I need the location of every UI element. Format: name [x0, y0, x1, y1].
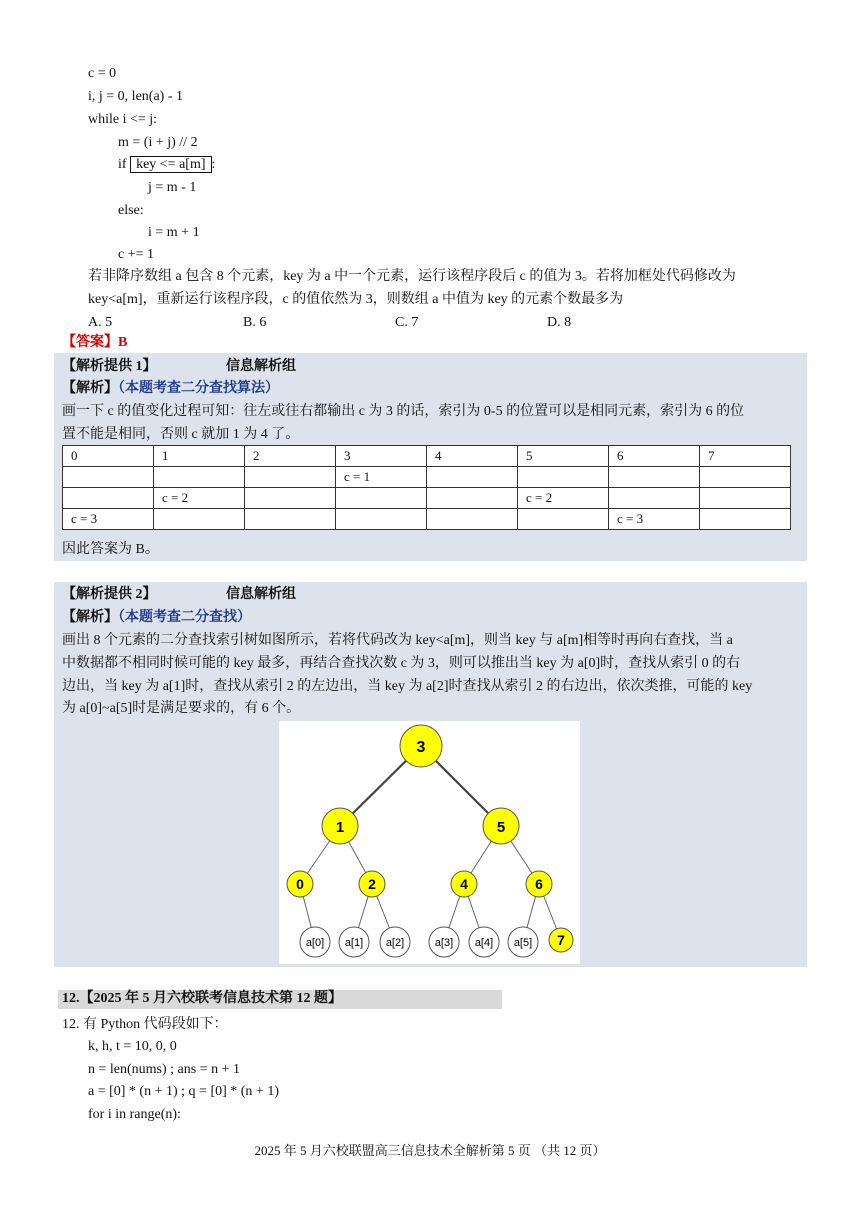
table-cell [427, 467, 518, 488]
table-cell: 2 [245, 446, 336, 467]
table-cell: 7 [700, 446, 791, 467]
tree-leaf-label: a[2] [385, 937, 405, 949]
question-text: key<a[m]，重新运行该程序段，c 的值依然为 3，则数组 a 中值为 key 的元素个数最多为 [88, 292, 624, 307]
table-cell [609, 488, 700, 509]
answer-value: B [118, 335, 128, 350]
tree-node-label: 5 [496, 819, 506, 836]
tree-node-label: 4 [460, 876, 468, 892]
table-cell: 5 [518, 446, 609, 467]
question-12-header: 12.【2025 年 5 月六校联考信息技术第 12 题】 [62, 991, 342, 1006]
table-cell: c = 3 [63, 509, 154, 530]
answer-label: 【答案】 [62, 335, 118, 350]
code-line: c += 1 [118, 247, 155, 262]
option-b: B. 6 [243, 315, 267, 330]
table-cell: 1 [154, 446, 245, 467]
analysis2-text: 画出 8 个元素的二分查找索引树如图所示，若将代码改为 key<a[m]，则当 key 与 a[m]相等时再向右查找，当 a [62, 633, 733, 648]
code-line: else: [118, 203, 144, 218]
binary-search-tree-diagram [279, 721, 580, 964]
tree-node-label: 7 [557, 932, 565, 948]
table-cell: 6 [609, 446, 700, 467]
question-text: 若非降序数组 a 包含 8 个元素，key 为 a 中一个元素，运行该程序段后 c 的值为 3。若将加框处代码修改为 [88, 269, 736, 284]
table-cell: c = 2 [154, 488, 245, 509]
boxed-condition: key <= a[m] [130, 156, 211, 173]
code-keyword-if: if [118, 157, 127, 172]
tree-index-nodes [287, 725, 552, 897]
analysis1-topic: （本题考查二分查找算法） [118, 381, 279, 396]
analysis1-provider-label: 【解析提供 1】 [62, 359, 157, 374]
analysis1-provider: 信息解析组 [226, 359, 296, 374]
analysis2-text: 中数据都不相同时候可能的 key 最多，再结合查找次数 c 为 3，则可以推出当 key 为 a[0]时，查找从索引 0 的右 [62, 656, 741, 671]
analysis2-label: 【解析】 [62, 610, 118, 625]
table-cell: 0 [63, 446, 154, 467]
table-cell [518, 509, 609, 530]
tree-leaf-label: a[4] [474, 937, 494, 949]
code-line: j = m - 1 [148, 180, 197, 195]
table-cell [427, 488, 518, 509]
table-cell [336, 488, 427, 509]
table-cell [518, 467, 609, 488]
table-cell [700, 467, 791, 488]
tree-leaf-label: a[1] [344, 937, 364, 949]
table-cell [245, 488, 336, 509]
table-row [63, 509, 791, 530]
analysis1-text: 置不能是相同，否则 c 就加 1 为 4 了。 [62, 427, 300, 442]
code-line: k, h, t = 10, 0, 0 [88, 1039, 177, 1054]
analysis2-text: 边出，当 key 为 a[1]时，查找从索引 2 的左边出，当 key 为 a[2]时查找从索引 2 的右边出，依次类推，可能的 key [62, 679, 753, 694]
code-line: i = m + 1 [148, 225, 200, 240]
question-12-intro: 12. 有 Python 代码段如下： [62, 1017, 228, 1032]
option-a: A. 5 [88, 315, 113, 330]
option-d: D. 8 [547, 315, 572, 330]
page-footer: 2025 年 5 月六校联盟高三信息技术全解析第 5 页 （共 12 页） [254, 1143, 606, 1158]
table-cell [700, 488, 791, 509]
table-cell: 3 [336, 446, 427, 467]
table-cell [336, 509, 427, 530]
table-cell [700, 509, 791, 530]
table-cell [245, 467, 336, 488]
table-cell: 4 [427, 446, 518, 467]
table-row [63, 446, 791, 467]
code-line: while i <= j: [88, 112, 158, 127]
tree-leaf-label: a[5] [513, 937, 533, 949]
code-line: a = [0] * (n + 1) ; q = [0] * (n + 1) [88, 1084, 279, 1099]
code-colon: : [211, 157, 216, 172]
table-cell [154, 467, 245, 488]
table-cell: c = 1 [336, 467, 427, 488]
analysis1-heading [62, 380, 279, 398]
analysis1-conclusion: 因此答案为 B。 [62, 542, 159, 557]
analysis2-topic: （本题考查二分查找） [118, 610, 251, 625]
code-line: m = (i + j) // 2 [118, 135, 198, 150]
tree-node-label: 2 [368, 876, 376, 892]
answer-line [62, 334, 127, 352]
tree-node-label: 3 [416, 739, 426, 756]
tree-leaf-label: a[3] [434, 937, 454, 949]
analysis1-label: 【解析】 [62, 381, 118, 396]
tree-leaf-label: a[0] [305, 937, 325, 949]
tree-svg [279, 721, 580, 964]
analysis2-text: 为 a[0]~a[5]时是满足要求的，有 6 个。 [62, 701, 301, 716]
analysis1-text: 画一下 c 的值变化过程可知：往左或往右都输出 c 为 3 的话，索引为 0-5 的位置可以是相同元素，索引为 6 的位 [62, 404, 745, 419]
table-cell [245, 509, 336, 530]
code-line: n = len(nums) ; ans = n + 1 [88, 1062, 241, 1077]
table-cell [609, 467, 700, 488]
table-cell [154, 509, 245, 530]
tree-node-label: 0 [296, 876, 304, 892]
table-cell: c = 3 [609, 509, 700, 530]
code-line: c = 0 [88, 66, 117, 81]
table-cell [63, 488, 154, 509]
c-value-table [62, 445, 791, 530]
analysis2-provider: 信息解析组 [226, 587, 296, 602]
analysis2-provider-label: 【解析提供 2】 [62, 587, 157, 602]
tree-node-label: 6 [535, 876, 543, 892]
table-cell [427, 509, 518, 530]
code-line: for i in range(n): [88, 1107, 181, 1122]
code-line-if [118, 156, 215, 174]
code-line: i, j = 0, len(a) - 1 [88, 89, 183, 104]
analysis2-heading [62, 609, 251, 627]
table-row [63, 488, 791, 509]
tree-leaf-nodes [300, 927, 573, 957]
option-c: C. 7 [395, 315, 419, 330]
table-row [63, 467, 791, 488]
table-cell: c = 2 [518, 488, 609, 509]
tree-node-label: 1 [335, 819, 345, 836]
table-cell [63, 467, 154, 488]
